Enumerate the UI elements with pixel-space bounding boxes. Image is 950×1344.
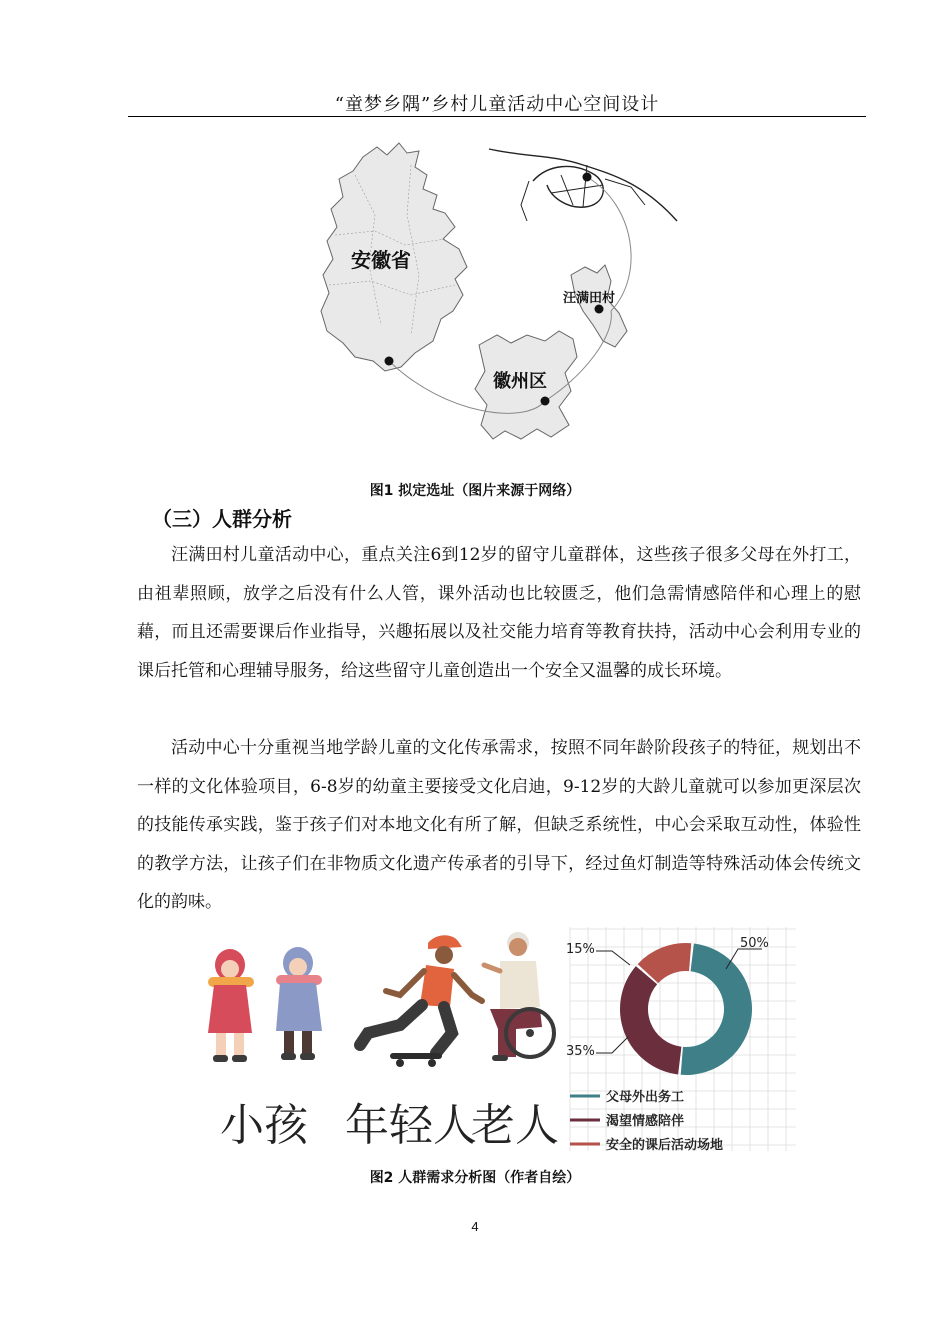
chart-legend [570,1089,723,1153]
crowd-analysis-figure [200,925,798,1155]
donut-label-leader-2 [596,1037,628,1053]
district-dot [541,397,550,406]
label-kids: 小孩 [220,1100,308,1151]
elder-wheelchair-figure [484,932,554,1061]
province-dot [385,357,394,366]
legend-label-3: 安全的课后活动场地 [606,1138,724,1153]
header-rule [128,116,866,117]
donut-slice-2 [620,966,681,1074]
skateboarder-figure [360,935,482,1067]
donut-value-label-1: 50% [740,936,769,951]
donut-value-label-2: 35% [566,1044,595,1059]
kid-figure-2 [276,947,322,1060]
road-network [489,149,677,221]
label-young: 年轻人 [345,1100,477,1151]
village-label: 汪满田村 [563,291,616,306]
label-elder: 老人 [471,1100,559,1151]
donut-value-label-3: 15% [566,942,595,957]
donut-label-leader-3 [596,951,630,965]
kid-figure-1 [208,949,254,1062]
section-title: （三）人群分析 [152,507,292,531]
district-label: 徽州区 [493,371,547,392]
location-map [315,135,695,450]
figure2-caption: 图2 人群需求分析图（作者自绘） [369,1170,581,1186]
legend-label-1: 父母外出务工 [606,1090,685,1105]
legend-label-2: 渴望情感陪伴 [606,1114,685,1129]
page-header: “童梦乡隅”乡村儿童活动中心空间设计 [334,94,660,115]
paragraph-1: 汪满田村儿童活动中心，重点关注6到12岁的留守儿童群体，这些孩子很多父母在外打工，由祖辈照顾，放学之后没有什么人管，课外活动也比较匮乏，他们急需情感陪伴和心理上的慰藉，而且还需要课后作业指导，兴趣拓展以及社交能力培育等教育扶持，活动中心会利用专业的课后托管和心理辅导服务，给这些留守儿童创造出一个安全又温馨的成长环境。 [137,545,861,681]
demand-donut-chart [620,943,752,1075]
paragraph-2: 活动中心十分重视当地学龄儿童的文化传承需求，按照不同年龄阶段孩子的特征，规划出不一样的文化体验项目，6-8岁的幼童主要接受文化启迪，9-12岁的大龄儿童就可以参加更深层次的技能传承实践，鉴于孩子们对本地文化有所了解，但缺乏系统性，中心会采取互动性，体验性的教学方法，让孩子们在非物质文化遗产传承者的引导下，经过鱼灯制造等特殊活动体会传统文化的韵味。 [137,738,861,912]
city-dot [583,173,592,182]
figure1-caption: 图1 拟定选址（图片来源于网络） [369,483,581,499]
province-label: 安徽省 [351,248,411,272]
page-number: 4 [471,1219,479,1234]
